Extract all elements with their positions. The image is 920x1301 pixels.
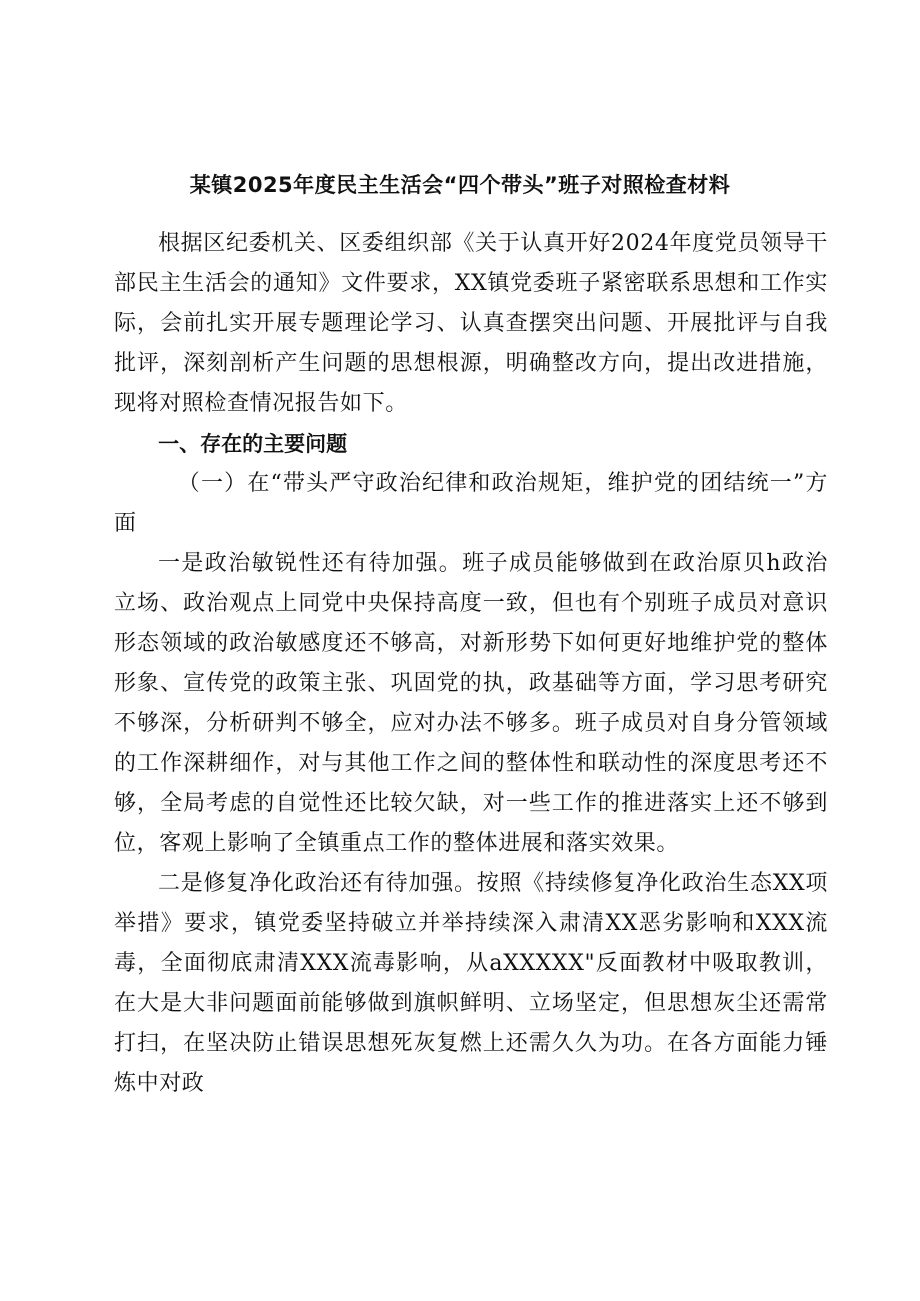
intro-paragraph: 根据区纪委机关、区委组织部《关于认真开好2024年度党员领导干部民主生活会的通知》文件要求，XX镇党委班子紧密联系思想和工作实际，会前扎实开展专题理论学习、认真查摆突出问题、开展批评与自我批评，深刻剖析产生问题的思想根源，明确整改方向，提出改进措施，现将对照检查情况报告如下。 bbox=[114, 231, 828, 416]
point-two-paragraph: 二是修复净化政治还有待加强。按照《持续修复净化政治生态XX项举措》要求，镇党委坚持破立并举持续深入肃清XX恶劣影响和XXX流毒，全面彻底肃清XXX流毒影响，从aXXXXX"反面教材中吸取教训，在大是大非问题面前能够做到旗帜鲜明、立场坚定，但思想灰尘还需常打扫，在坚决防止错误思想死灰复燃上还需久久为功。在各方面能力锤炼中对政 bbox=[114, 871, 828, 1096]
document-title: 某镇2025年度民主生活会“四个带头”班子对照检查材料 bbox=[189, 173, 731, 197]
document-body bbox=[114, 224, 828, 1104]
subsection-heading: （一）在“带头严守政治纪律和政治规矩，维护党的团结统一”方面 bbox=[114, 471, 828, 536]
section-heading: 一、存在的主要问题 bbox=[158, 432, 348, 456]
point-one-paragraph: 一是政治敏锐性还有待加强。班子成员能够做到在政治原贝h政治立场、政治观点上同党中央保持高度一致，但也有个别班子成员对意识形态领域的政治敏感度还不够高，对新形势下如何更好地维护党的整体形象、宣传党的政策主张、巩固党的执，政基础等方面，学习思考研究不够深，分析研判不够全，应对办法不够多。班子成员对自身分管领域的工作深耕细作，对与其他工作之间的整体性和联动性的深度思考还不够，全局考虑的自觉性还比较欠缺，对一些工作的推进落实上还不够到位，客观上影响了全镇重点工作的整体进展和落实效果。 bbox=[114, 551, 828, 856]
